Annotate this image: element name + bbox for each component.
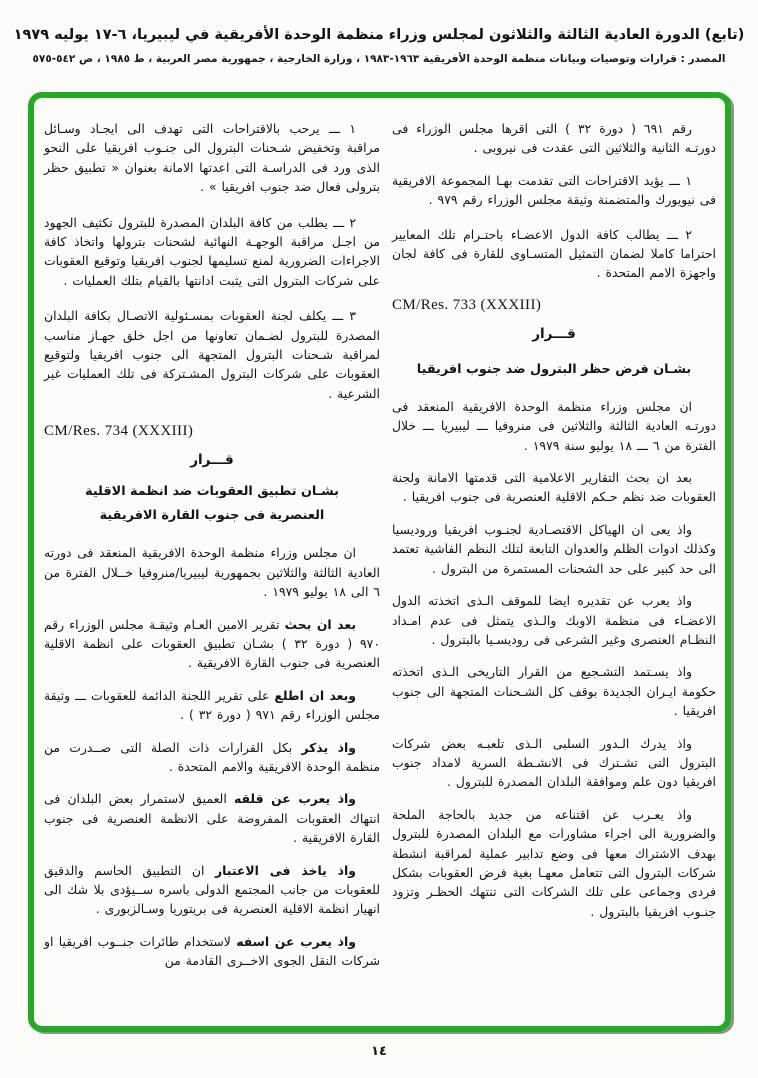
session-title: (تابع) الدورة العادية الثالثة والثلاثون لمجلس وزراء منظمة الوحدة الأفريقية في ليبيريا، ٦-١٧ يوليه ١٩٧٩ (13, 27, 745, 43)
page-header (0, 0, 758, 66)
source-citation: المصدر : قرارات وتوصيات وبيانات منظمة الوحدة الأفريقية ١٩٦٣-١٩٨٣ ، وزارة الخارجية ، جمهورية مصر العربية ، ط ١٩٨٥ ، ص ٥٤٢-٥٧٥ (32, 53, 726, 65)
preamble-paragraph: واذ يدرك الـدور السلبى الـذى تلعبـه بعض شركات البترول التى تشـترك فى الانشـطة السرية لامداد جنوب افريقيا دون علم وموافقة البلدان المصدرة للبترول . (392, 735, 716, 790)
paragraph-rest: على تقرير اللجنة الدائمة للعقوبات ـــ وثيقة مجلس الوزراء رقم ٩٧١ ( دورة ٣٢ ) . (44, 687, 380, 723)
preamble-paragraph: واذ يسـتمد التشـجيع من القرار التاريخى الـذى اتخذته حكومة ايـران الجديدة بوقف كل الشـحنات المتجهة الى جنوب افريقيا . (392, 664, 716, 719)
preamble-paragraph: واذ يعى ان الهياكل الاقتصـادية لجنـوب افريقيا وروديسيا وكذلك ادوات الظلم والعدوان التابعة لتلك النظم الفاشية تعتمد الى حد كبير على حد الشحنات المستمرة من البترول . (392, 521, 716, 576)
resolution-title: قـــرار (190, 452, 234, 469)
paragraph-continuation: رقم ٦٩١ ( دورة ٣٢ ) التى اقرها مجلس الوزراء فى دورتـه الثانية والثلاثين التى عقدت فى نيروبى . (392, 121, 716, 156)
resolution-title: قـــرار (532, 325, 576, 342)
numbered-item-3: ٣ ـــ يكلف لجنة العقوبات بمسـئولية الاتصـال بكافة البلدان المصدرة للبترول لضـمان تعاونها من اجل خلق جهـاز مناسب لمراقبة شـحنات البترول المتجهة الى جنوب افريقيا ولتوقيع العقوبات على شركات البترول المشـتركة فى تلك العمليات غير الشرعية . (44, 308, 380, 401)
paragraph-rest: العميق لاستمرار بعض البلدان فى انتهاك العقوبات المفروضة على الانظمة العنصرية فى جنوب القارة الافريقية . (44, 791, 380, 846)
resolution-id-733: CM/Res. 733 (XXXIII) (392, 296, 542, 313)
bold-lead: واذ يعرب عن قلقه (233, 791, 356, 807)
numbered-item-1: ١ ـــ يؤيد الاقتراحات التى تقدمت بهـا المجموعة الافريقية فى نيويورك والمتضمنة وثيقة مجلس الوزراء رقم ٩٧٩ . (392, 172, 716, 208)
numbered-item-2: ٢ ـــ يطالب كافة الدول الاعضـاء باحتـرام تلك المعايير احتراما كاملا لضمان التمثيل المتسـاوى للقارة فى كافة لجان واجهزة الامم المتحدة . (392, 226, 716, 281)
subject-line-1: بشـان تطبيق العقوبات ضد انظمة الاقلية (85, 484, 339, 500)
bold-lead: واذ ياخذ فى الاعتبار (215, 862, 356, 878)
paragraph-rest: تقرير الامين العـام وثيقـة مجلس الوزراء رقم ٩٧٠ ( دورة ٣٢ ) بشـان تطبيق العقوبات على انظمة الاقلية العنصرية فى جنوب القارة الافريقية . (44, 616, 380, 671)
preamble-paragraph: ان مجلس وزراء منظمة الوحدة الافريقية المنعقد فى دورته العادية الثالثة والثلاثين بجمهورية ليبيريا/منروفيا خــلال الفترة من ٦ الى ١٨ يوليو ١٩٧٩ . (44, 545, 380, 600)
subject-line-2: العنصرية فى جنوب القارة الافريقية (99, 508, 325, 524)
preamble-paragraph: واذ يعرب عن تقديره ايضا للموقف الـذى اتخذته الدول الاعضـاء فى منظمة الاوبك والـذى يتمثل فى عدم امـداد النظـام العنصرى وغير الشرعى فى روديسـيا بالبترول . (392, 593, 716, 647)
preamble-paragraph: واذ يعـرب عن اقتناعه من جديد بالحاجة الملحة والضرورية الى اجراء مشاورات مع البلدان المصدرة للبترول بهدف الاشتراك معها فى وضع تدابير عملية لمراقبة انشطة شركات البترول التى تتعامل معهـا بغية فرض العقوبات بشكل فردى وجماعى على تلك الشركات التى تنتهك الحظـر وتزود جنـوب افريقيا بالبترول . (392, 806, 716, 919)
preamble-paragraph: ان مجلس وزراء منظمة الوحدة الافريقية المنعقد فى دورتـه العادية الثالثة والثلاثين فى منروفيا ـــ ليبيريا ـــ خلال الفترة من ٦ ـــ ١٨ يوليو سنة ١٩٧٩ . (392, 398, 716, 453)
paragraph-rest: ان التطبيق الحاسم والدقيق للعقوبات من جانب المجتمع الدولى باسره ســيؤدى بلا شك الى انهيار انظمة الاقلية العنصرية فى بريتوريا وسـالزبورى . (44, 862, 380, 917)
page-number: ١٤ (371, 1044, 387, 1059)
numbered-item-2: ٢ ـــ يطلب من كافة البلدان المصدرة للبترول تكثيف الجهود من اجـل مراقبة الوجهـة النهائية لشحنات بترولها واتخاذ كافة الاجراءات الضرورية لمنع تسليمها لجنوب افريقيا وتوقيع العقوبات على شركات البترول التى يثبت ادانتها بالقيام بتلك العمليات . (44, 214, 380, 288)
paragraph-rest: بكل القرارات ذات الصلة التى صــدرت من منظمة الوحدة الافريقية والامم المتحدة . (44, 739, 380, 774)
bold-lead: بعد ان بحث (284, 616, 356, 632)
paragraph-rest: لاستخدام طائرات جنــوب افريقيا او شركات النقل الجوى الاخــرى القادمة من (44, 933, 380, 969)
resolution-subject (44, 480, 380, 528)
bold-lead: وبعد ان اطلع (274, 687, 356, 703)
preamble-paragraph (44, 615, 380, 673)
preamble-paragraph (44, 789, 380, 847)
preamble-paragraph (44, 738, 380, 777)
green-border-frame (28, 92, 731, 1032)
bold-lead: واذ يذكر (301, 739, 356, 755)
bold-lead: واذ يعرب عن اسفه (236, 933, 356, 949)
resolution-id-734: CM/Res. 734 (XXXIII) (44, 423, 194, 440)
two-column-body (34, 98, 725, 984)
preamble-paragraph: بعد ان بحث التقارير الاعلامية التى قدمتها الامانة ولجنة العقوبات ضد نظم حـكم الاقلية العنصرية فى جنوب افريقيا . (392, 470, 716, 505)
preamble-paragraph (44, 932, 380, 971)
numbered-item-1: ١ ـــ يرحب بالاقتراحات التى تهدف الى ايجـاد وسـائل مراقبة وتخفيض شـحنات البترول الى جنـوب افريقيا على النحو الذى ورد فى الدراسـة التى اعدتها الامانة بعنوان « تطبيق حظر بترولى فعال ضد جنوب افريقيا » . (44, 121, 380, 195)
column-left (44, 119, 380, 984)
preamble-paragraph (44, 861, 380, 919)
preamble-paragraph (44, 686, 380, 725)
resolution-subject: بشـان فرض حظر البترول ضد جنوب افريقيا (416, 361, 692, 377)
column-right (392, 119, 716, 984)
